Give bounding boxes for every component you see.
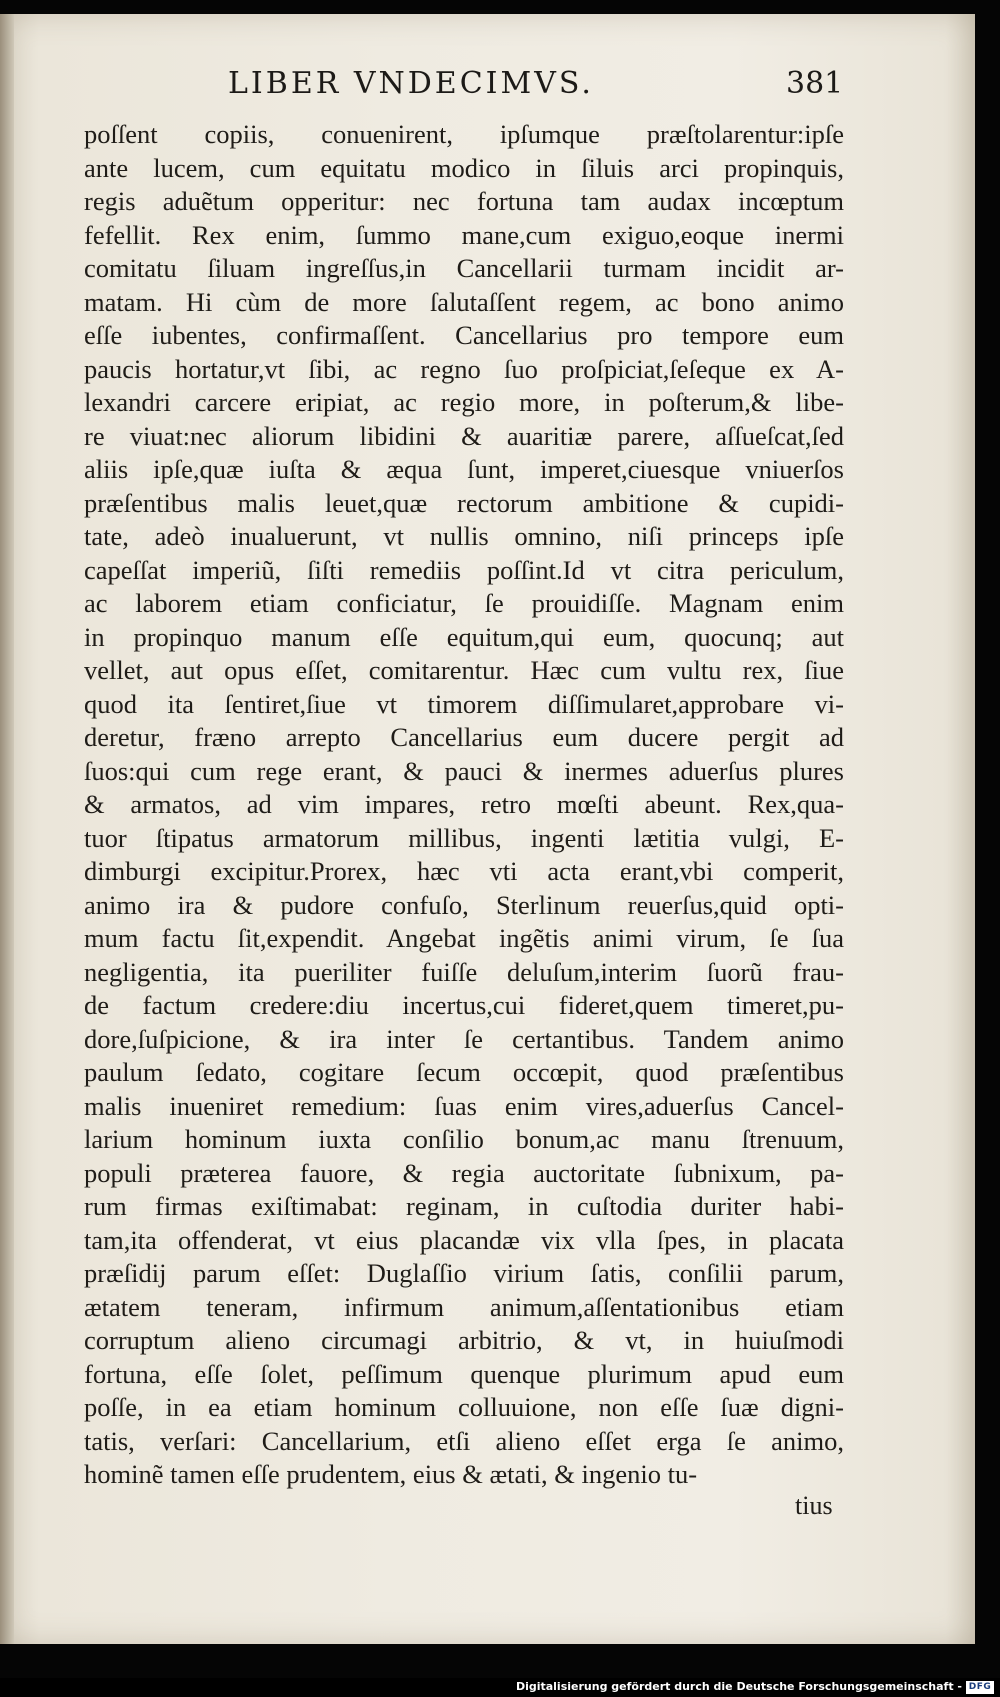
- text-line: poſſe, in ea etiam hominum colluuione, non eſſe ſuæ digni-: [84, 1392, 844, 1422]
- text-line: comitatu ſiluam ingreſſus,in Cancellarii turmam incidit ar-: [84, 253, 844, 283]
- text-line: matam. Hi cùm de more ſalutaſſent regem, ac bono animo: [84, 286, 844, 317]
- text-line: præſentibus malis leuet,quæ rectorum ambitione & cupidi-: [84, 487, 844, 518]
- page-gutter-shadow: [0, 14, 14, 1644]
- text-line: regis aduẽtum opperitur: nec fortuna tam audax incœptum: [84, 186, 844, 216]
- book-page: [0, 14, 975, 1644]
- text-line: de factum credere:diu incertus,cui fideret,quem timeret,pu-: [84, 990, 844, 1020]
- text-line: ante lucem, cum equitatu modico in ſiluis arci propinquis,: [84, 152, 844, 183]
- text-line: & armatos, ad vim impares, retro mœſti abeunt. Rex,qua-: [84, 789, 844, 819]
- text-line: poſſent copiis, conuenirent, ipſumque præſtolarentur:ipſe: [84, 119, 844, 149]
- text-line: tate, adeò inualuerunt, vt nullis omnino, niſi princeps ipſe: [84, 521, 844, 551]
- text-line: eſſe iubentes, confirmaſſent. Cancellarius pro tempore eum: [84, 320, 844, 350]
- text-line: animo ira & pudore confuſo, Sterlinum reuerſus,quid opti-: [84, 889, 844, 920]
- body-text: [84, 118, 844, 1492]
- text-line: lexandri carcere eripiat, ac regio more, in poſterum,& libe-: [84, 387, 844, 417]
- running-head: [0, 66, 975, 106]
- footer-credit: Digitalisierung gefördert durch die Deutsche Forschungsgemeinschaft -: [515, 1680, 962, 1693]
- text-line: dore,ſuſpicione, & ira inter ſe certantibus. Tandem animo: [84, 1023, 844, 1054]
- text-line: fortuna, eſſe ſolet, peſſimum quenque plurimum apud eum: [84, 1358, 844, 1389]
- text-line: dimburgi excipitur.Prorex, hæc vti acta erant,vbi comperit,: [84, 856, 844, 886]
- text-line: ætatem teneram, infirmum animum,aſſentationibus etiam: [84, 1291, 844, 1322]
- text-line: populi præterea fauore, & regia auctoritate ſubnixum, pa-: [84, 1157, 844, 1188]
- text-line: mum factu ſit,expendit. Angebat ingẽtis animi virum, ſe ſua: [84, 923, 844, 953]
- text-line: rum firmas exiſtimabat: reginam, in cuſtodia duriter habi-: [84, 1191, 844, 1221]
- text-line: re viuat:nec aliorum libidini & auaritiæ parere, aſſueſcat,ſed: [84, 420, 844, 451]
- text-line: tuor ſtipatus armatorum millibus, ingenti lætitia vulgi, E-: [84, 822, 844, 853]
- text-line: vellet, aut opus eſſet, comitarentur. Hæc cum vultu rex, ſiue: [84, 655, 844, 685]
- text-line: deretur, fræno arrepto Cancellarius eum ducere pergit ad: [84, 722, 844, 752]
- text-line: ſuos:qui cum rege erant, & pauci & inermes aduerſus plures: [84, 755, 844, 786]
- text-line: in propinquo manum eſſe equitum,qui eum, quocunq; aut: [84, 621, 844, 652]
- text-line: præſidij parum eſſet: Duglaſſio virium ſatis, conſilii parum,: [84, 1258, 844, 1288]
- text-line: tam,ita offenderat, vt eius placandæ vix vlla ſpes, in placata: [84, 1224, 844, 1255]
- text-line: capeſſat imperiũ, ſiſti remediis poſſint.Id vt citra periculum,: [84, 554, 844, 585]
- text-line: paulum ſedato, cogitare ſecum occœpit, quod præſentibus: [84, 1057, 844, 1087]
- text-line: quod ita ſentiret,ſiue vt timorem diſſimularet,approbare vi-: [84, 688, 844, 719]
- page-number: 381: [786, 66, 844, 101]
- text-line: paucis hortatur,vt ſibi, ac regno ſuo proſpiciat,ſeſeque ex A-: [84, 353, 844, 384]
- catchword: tius: [795, 1491, 833, 1520]
- text-line: negligentia, ita pueriliter fuiſſe deluſum,interim ſuorũ frau-: [84, 956, 844, 987]
- dfg-logo-icon: DFG: [966, 1681, 994, 1694]
- text-line: tatis, verſari: Cancellarium, etſi alieno eſſet erga ſe animo,: [84, 1425, 844, 1456]
- text-line: malis inueniret remedium: ſuas enim vires,aduerſus Cancel-: [84, 1090, 844, 1121]
- text-line: aliis ipſe,quæ iuſta & æqua ſunt, imperet,ciuesque vniuerſos: [84, 454, 844, 484]
- chapter-title: LIBER VNDECIMVS.: [228, 66, 594, 101]
- text-line: hominẽ tamen eſſe prudentem, eius & ætati, & ingenio tu-: [84, 1459, 698, 1489]
- text-line: corruptum alieno circumagi arbitrio, & vt, in huiuſmodi: [84, 1325, 844, 1355]
- text-line: larium hominum iuxta conſilio bonum,ac manu ſtrenuum,: [84, 1124, 844, 1154]
- text-line: fefellit. Rex enim, ſummo mane,cum exiguo,eoque inermi: [84, 219, 844, 250]
- text-line: ac laborem etiam conficiatur, ſe prouidiſſe. Magnam enim: [84, 588, 844, 618]
